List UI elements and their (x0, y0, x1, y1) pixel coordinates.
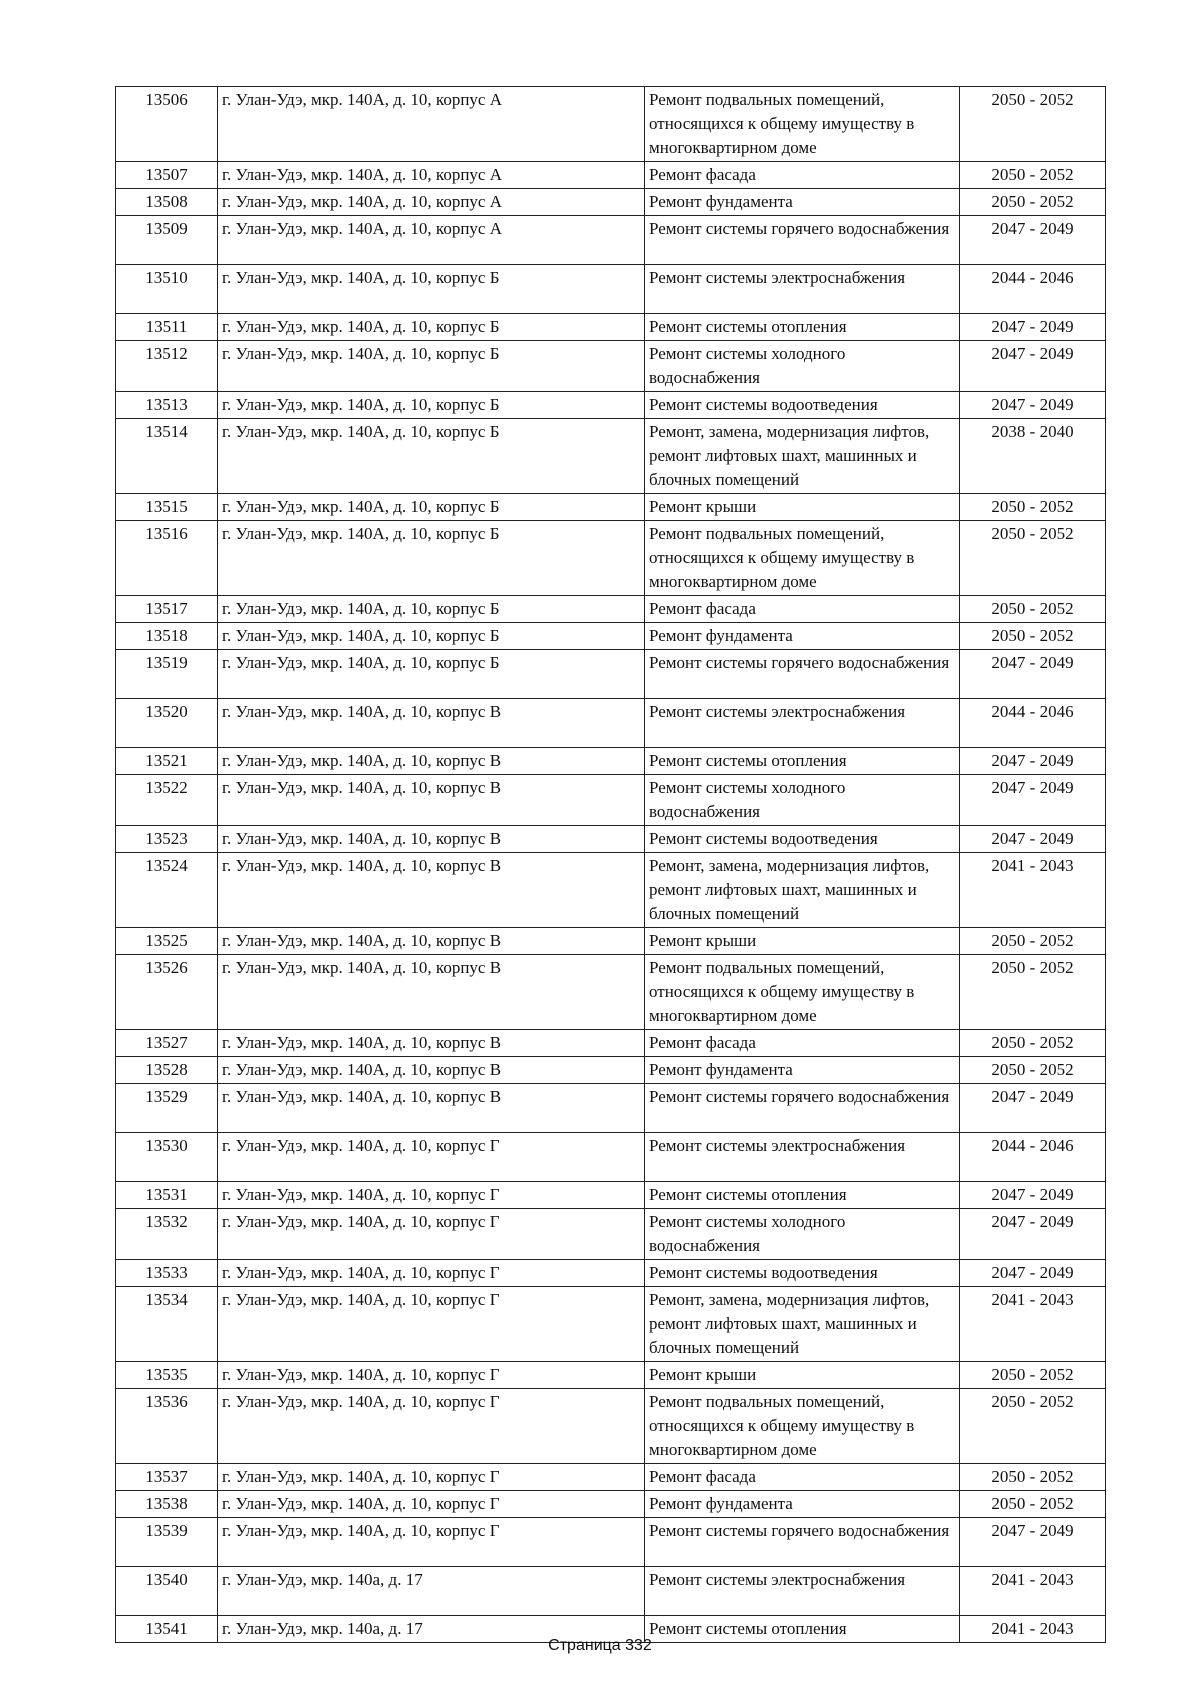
address-cell: г. Улан-Удэ, мкр. 140А, д. 10, корпус В (218, 1084, 645, 1133)
period-cell: 2050 - 2052 (960, 623, 1106, 650)
work-type-cell: Ремонт крыши (645, 1362, 960, 1389)
row-number-cell: 13535 (116, 1362, 218, 1389)
period-cell: 2050 - 2052 (960, 1389, 1106, 1464)
address-cell: г. Улан-Удэ, мкр. 140А, д. 10, корпус Г (218, 1491, 645, 1518)
work-type-cell: Ремонт системы холодного водоснабжения (645, 775, 960, 826)
period-cell: 2050 - 2052 (960, 189, 1106, 216)
address-cell: г. Улан-Удэ, мкр. 140А, д. 10, корпус Б (218, 623, 645, 650)
address-cell: г. Улан-Удэ, мкр. 140А, д. 10, корпус В (218, 1057, 645, 1084)
work-type-cell: Ремонт системы водоотведения (645, 826, 960, 853)
work-type-cell: Ремонт фасада (645, 596, 960, 623)
table-row (116, 341, 1106, 392)
period-cell: 2047 - 2049 (960, 341, 1106, 392)
period-cell: 2047 - 2049 (960, 1260, 1106, 1287)
period-cell: 2044 - 2046 (960, 699, 1106, 748)
period-cell: 2047 - 2049 (960, 748, 1106, 775)
work-type-cell: Ремонт крыши (645, 494, 960, 521)
table-row (116, 1567, 1106, 1616)
work-type-cell: Ремонт фундамента (645, 1057, 960, 1084)
table-row (116, 1518, 1106, 1567)
work-type-cell: Ремонт системы электроснабжения (645, 1133, 960, 1182)
table-row (116, 1133, 1106, 1182)
work-type-cell: Ремонт, замена, модернизация лифтов, ремонт лифтовых шахт, машинных и блочных помещений (645, 419, 960, 494)
period-cell: 2050 - 2052 (960, 494, 1106, 521)
work-type-cell: Ремонт системы электроснабжения (645, 1567, 960, 1616)
period-cell: 2044 - 2046 (960, 265, 1106, 314)
address-cell: г. Улан-Удэ, мкр. 140А, д. 10, корпус В (218, 826, 645, 853)
table-row (116, 87, 1106, 162)
table-row (116, 748, 1106, 775)
period-cell: 2041 - 2043 (960, 853, 1106, 928)
period-cell: 2050 - 2052 (960, 521, 1106, 596)
address-cell: г. Улан-Удэ, мкр. 140А, д. 10, корпус В (218, 748, 645, 775)
table-row (116, 494, 1106, 521)
row-number-cell: 13526 (116, 955, 218, 1030)
address-cell: г. Улан-Удэ, мкр. 140А, д. 10, корпус Г (218, 1260, 645, 1287)
row-number-cell: 13516 (116, 521, 218, 596)
address-cell: г. Улан-Удэ, мкр. 140А, д. 10, корпус А (218, 162, 645, 189)
row-number-cell: 13537 (116, 1464, 218, 1491)
row-number-cell: 13506 (116, 87, 218, 162)
work-type-cell: Ремонт фундамента (645, 623, 960, 650)
row-number-cell: 13523 (116, 826, 218, 853)
row-number-cell: 13520 (116, 699, 218, 748)
table-row (116, 392, 1106, 419)
period-cell: 2047 - 2049 (960, 216, 1106, 265)
work-type-cell: Ремонт подвальных помещений, относящихся к общему имуществу в многоквартирном доме (645, 1389, 960, 1464)
period-cell: 2038 - 2040 (960, 419, 1106, 494)
period-cell: 2041 - 2043 (960, 1287, 1106, 1362)
table-row (116, 419, 1106, 494)
work-type-cell: Ремонт системы горячего водоснабжения (645, 1084, 960, 1133)
period-cell: 2050 - 2052 (960, 1030, 1106, 1057)
address-cell: г. Улан-Удэ, мкр. 140А, д. 10, корпус А (218, 216, 645, 265)
table-row (116, 1182, 1106, 1209)
address-cell: г. Улан-Удэ, мкр. 140А, д. 10, корпус Б (218, 314, 645, 341)
table-row (116, 162, 1106, 189)
period-cell: 2047 - 2049 (960, 1084, 1106, 1133)
row-number-cell: 13534 (116, 1287, 218, 1362)
row-number-cell: 13513 (116, 392, 218, 419)
work-type-cell: Ремонт, замена, модернизация лифтов, ремонт лифтовых шахт, машинных и блочных помещений (645, 853, 960, 928)
work-type-cell: Ремонт системы водоотведения (645, 1260, 960, 1287)
work-type-cell: Ремонт системы отопления (645, 1616, 960, 1643)
period-cell: 2050 - 2052 (960, 1362, 1106, 1389)
table-row (116, 1084, 1106, 1133)
period-cell: 2047 - 2049 (960, 392, 1106, 419)
work-type-cell: Ремонт, замена, модернизация лифтов, ремонт лифтовых шахт, машинных и блочных помещений (645, 1287, 960, 1362)
row-number-cell: 13514 (116, 419, 218, 494)
address-cell: г. Улан-Удэ, мкр. 140А, д. 10, корпус Б (218, 650, 645, 699)
work-type-cell: Ремонт фундамента (645, 1491, 960, 1518)
work-type-cell: Ремонт системы холодного водоснабжения (645, 341, 960, 392)
period-cell: 2047 - 2049 (960, 826, 1106, 853)
table-row (116, 1389, 1106, 1464)
work-type-cell: Ремонт системы водоотведения (645, 392, 960, 419)
address-cell: г. Улан-Удэ, мкр. 140А, д. 10, корпус Б (218, 341, 645, 392)
address-cell: г. Улан-Удэ, мкр. 140А, д. 10, корпус Б (218, 265, 645, 314)
period-cell: 2050 - 2052 (960, 1057, 1106, 1084)
table-row (116, 596, 1106, 623)
period-cell: 2050 - 2052 (960, 162, 1106, 189)
period-cell: 2050 - 2052 (960, 928, 1106, 955)
table-row (116, 699, 1106, 748)
period-cell: 2050 - 2052 (960, 955, 1106, 1030)
work-type-cell: Ремонт фундамента (645, 189, 960, 216)
table-row (116, 1260, 1106, 1287)
table-row (116, 314, 1106, 341)
row-number-cell: 13512 (116, 341, 218, 392)
address-cell: г. Улан-Удэ, мкр. 140А, д. 10, корпус В (218, 955, 645, 1030)
row-number-cell: 13517 (116, 596, 218, 623)
address-cell: г. Улан-Удэ, мкр. 140А, д. 10, корпус В (218, 775, 645, 826)
row-number-cell: 13524 (116, 853, 218, 928)
address-cell: г. Улан-Удэ, мкр. 140А, д. 10, корпус Г (218, 1464, 645, 1491)
table-row (116, 1362, 1106, 1389)
work-type-cell: Ремонт крыши (645, 928, 960, 955)
period-cell: 2050 - 2052 (960, 1464, 1106, 1491)
row-number-cell: 13538 (116, 1491, 218, 1518)
period-cell: 2047 - 2049 (960, 775, 1106, 826)
row-number-cell: 13509 (116, 216, 218, 265)
address-cell: г. Улан-Удэ, мкр. 140А, д. 10, корпус Г (218, 1287, 645, 1362)
table-row (116, 521, 1106, 596)
work-type-cell: Ремонт системы горячего водоснабжения (645, 1518, 960, 1567)
address-cell: г. Улан-Удэ, мкр. 140а, д. 17 (218, 1616, 645, 1643)
work-type-cell: Ремонт подвальных помещений, относящихся к общему имуществу в многоквартирном доме (645, 521, 960, 596)
table-row (116, 1287, 1106, 1362)
row-number-cell: 13522 (116, 775, 218, 826)
work-type-cell: Ремонт подвальных помещений, относящихся к общему имуществу в многоквартирном доме (645, 87, 960, 162)
row-number-cell: 13532 (116, 1209, 218, 1260)
work-type-cell: Ремонт фасада (645, 162, 960, 189)
address-cell: г. Улан-Удэ, мкр. 140А, д. 10, корпус В (218, 928, 645, 955)
row-number-cell: 13541 (116, 1616, 218, 1643)
period-cell: 2050 - 2052 (960, 87, 1106, 162)
address-cell: г. Улан-Удэ, мкр. 140А, д. 10, корпус Г (218, 1182, 645, 1209)
table-row (116, 623, 1106, 650)
period-cell: 2047 - 2049 (960, 314, 1106, 341)
work-type-cell: Ремонт системы горячего водоснабжения (645, 650, 960, 699)
row-number-cell: 13508 (116, 189, 218, 216)
table-row (116, 265, 1106, 314)
row-number-cell: 13539 (116, 1518, 218, 1567)
address-cell: г. Улан-Удэ, мкр. 140А, д. 10, корпус Б (218, 419, 645, 494)
period-cell: 2041 - 2043 (960, 1616, 1106, 1643)
work-type-cell: Ремонт подвальных помещений, относящихся к общему имуществу в многоквартирном доме (645, 955, 960, 1030)
row-number-cell: 13533 (116, 1260, 218, 1287)
table-row (116, 1209, 1106, 1260)
work-type-cell: Ремонт системы отопления (645, 748, 960, 775)
row-number-cell: 13527 (116, 1030, 218, 1057)
period-cell: 2050 - 2052 (960, 1491, 1106, 1518)
address-cell: г. Улан-Удэ, мкр. 140А, д. 10, корпус Б (218, 494, 645, 521)
address-cell: г. Улан-Удэ, мкр. 140А, д. 10, корпус В (218, 699, 645, 748)
period-cell: 2047 - 2049 (960, 650, 1106, 699)
address-cell: г. Улан-Удэ, мкр. 140А, д. 10, корпус Г (218, 1209, 645, 1260)
address-cell: г. Улан-Удэ, мкр. 140А, д. 10, корпус В (218, 853, 645, 928)
address-cell: г. Улан-Удэ, мкр. 140А, д. 10, корпус Г (218, 1518, 645, 1567)
table-row (116, 650, 1106, 699)
row-number-cell: 13540 (116, 1567, 218, 1616)
table-row (116, 1030, 1106, 1057)
period-cell: 2050 - 2052 (960, 596, 1106, 623)
work-type-cell: Ремонт системы электроснабжения (645, 699, 960, 748)
work-type-cell: Ремонт системы холодного водоснабжения (645, 1209, 960, 1260)
address-cell: г. Улан-Удэ, мкр. 140А, д. 10, корпус Б (218, 392, 645, 419)
address-cell: г. Улан-Удэ, мкр. 140А, д. 10, корпус Г (218, 1362, 645, 1389)
table-row (116, 853, 1106, 928)
address-cell: г. Улан-Удэ, мкр. 140А, д. 10, корпус Б (218, 596, 645, 623)
address-cell: г. Улан-Удэ, мкр. 140А, д. 10, корпус Г (218, 1389, 645, 1464)
address-cell: г. Улан-Удэ, мкр. 140А, д. 10, корпус Г (218, 1133, 645, 1182)
table-row (116, 189, 1106, 216)
work-type-cell: Ремонт фасада (645, 1464, 960, 1491)
address-cell: г. Улан-Удэ, мкр. 140а, д. 17 (218, 1567, 645, 1616)
work-type-cell: Ремонт системы отопления (645, 314, 960, 341)
row-number-cell: 13519 (116, 650, 218, 699)
row-number-cell: 13530 (116, 1133, 218, 1182)
table-row (116, 1057, 1106, 1084)
period-cell: 2041 - 2043 (960, 1567, 1106, 1616)
row-number-cell: 13529 (116, 1084, 218, 1133)
table-row (116, 955, 1106, 1030)
table-row (116, 826, 1106, 853)
row-number-cell: 13511 (116, 314, 218, 341)
period-cell: 2047 - 2049 (960, 1182, 1106, 1209)
table-row (116, 1491, 1106, 1518)
row-number-cell: 13510 (116, 265, 218, 314)
address-cell: г. Улан-Удэ, мкр. 140А, д. 10, корпус Б (218, 521, 645, 596)
table-row (116, 216, 1106, 265)
row-number-cell: 13528 (116, 1057, 218, 1084)
table-body (116, 87, 1106, 1643)
work-type-cell: Ремонт системы горячего водоснабжения (645, 216, 960, 265)
row-number-cell: 13515 (116, 494, 218, 521)
row-number-cell: 13525 (116, 928, 218, 955)
work-type-cell: Ремонт системы отопления (645, 1182, 960, 1209)
work-type-cell: Ремонт системы электроснабжения (645, 265, 960, 314)
period-cell: 2047 - 2049 (960, 1518, 1106, 1567)
page-number: Страница 332 (548, 1637, 652, 1654)
address-cell: г. Улан-Удэ, мкр. 140А, д. 10, корпус А (218, 87, 645, 162)
period-cell: 2044 - 2046 (960, 1133, 1106, 1182)
row-number-cell: 13531 (116, 1182, 218, 1209)
table-row (116, 775, 1106, 826)
table-row (116, 1464, 1106, 1491)
repair-schedule-table (115, 86, 1106, 1643)
address-cell: г. Улан-Удэ, мкр. 140А, д. 10, корпус А (218, 189, 645, 216)
row-number-cell: 13518 (116, 623, 218, 650)
work-type-cell: Ремонт фасада (645, 1030, 960, 1057)
table-row (116, 928, 1106, 955)
row-number-cell: 13536 (116, 1389, 218, 1464)
row-number-cell: 13521 (116, 748, 218, 775)
row-number-cell: 13507 (116, 162, 218, 189)
period-cell: 2047 - 2049 (960, 1209, 1106, 1260)
address-cell: г. Улан-Удэ, мкр. 140А, д. 10, корпус В (218, 1030, 645, 1057)
